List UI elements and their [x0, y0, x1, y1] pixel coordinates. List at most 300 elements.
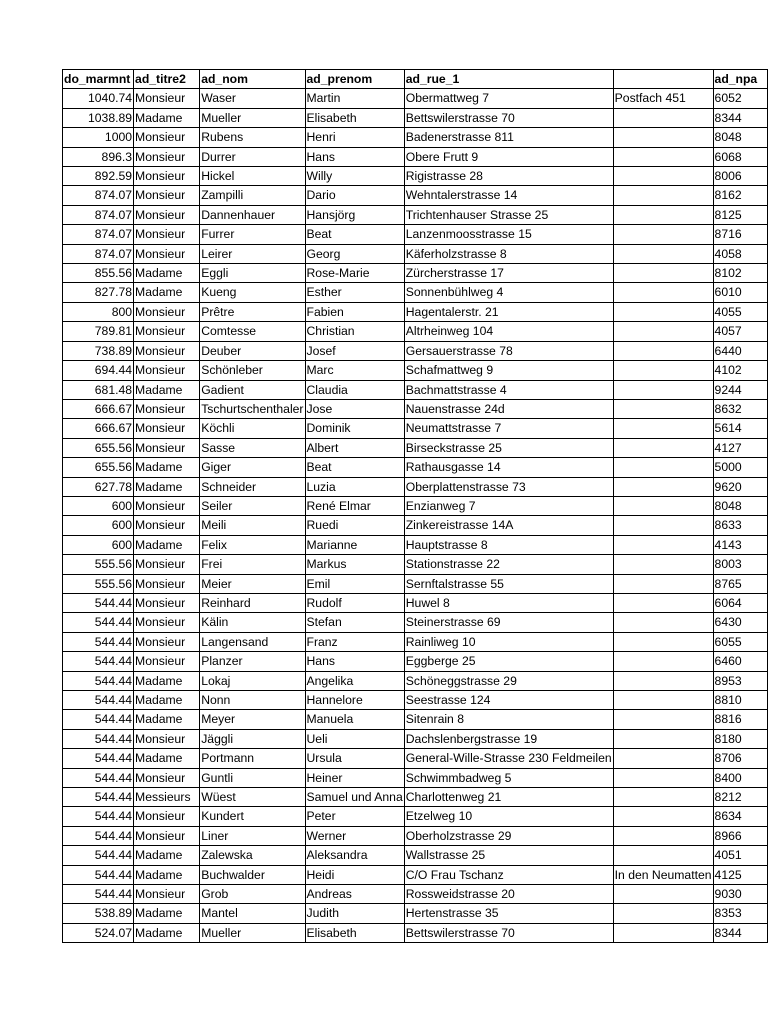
- table-row: [63, 225, 768, 244]
- amount-cell: 800: [63, 302, 134, 321]
- postcode-cell: 6055: [713, 632, 767, 651]
- street-cell: Charlottenweg 21: [404, 788, 613, 807]
- street-cell: Wehntalerstrasse 14: [404, 186, 613, 205]
- street-cell: Huwel 8: [404, 593, 613, 612]
- table-row: [63, 555, 768, 574]
- amount-cell: 544.44: [63, 749, 134, 768]
- street2-cell: [613, 167, 713, 186]
- amount-cell: 544.44: [63, 691, 134, 710]
- table-row: [63, 380, 768, 399]
- firstname-cell: Marc: [305, 361, 404, 380]
- surname-cell: Seiler: [200, 496, 305, 515]
- street2-cell: [613, 846, 713, 865]
- table-row: [63, 593, 768, 612]
- street-cell: Neumattstrasse 7: [404, 419, 613, 438]
- firstname-cell: Dominik: [305, 419, 404, 438]
- street2-cell: [613, 205, 713, 224]
- postcode-cell: 8632: [713, 399, 767, 418]
- street2-cell: [613, 419, 713, 438]
- amount-cell: 874.07: [63, 205, 134, 224]
- table-row: [63, 496, 768, 515]
- amount-cell: 544.44: [63, 846, 134, 865]
- amount-cell: 544.44: [63, 652, 134, 671]
- firstname-cell: Ursula: [305, 749, 404, 768]
- title-cell: Monsieur: [134, 516, 200, 535]
- postcode-cell: 8816: [713, 710, 767, 729]
- title-cell: Monsieur: [134, 807, 200, 826]
- firstname-cell: Georg: [305, 244, 404, 263]
- amount-cell: 666.67: [63, 419, 134, 438]
- amount-cell: 892.59: [63, 167, 134, 186]
- title-header: ad_titre2: [134, 70, 200, 89]
- surname-cell: Rubens: [200, 128, 305, 147]
- surname-cell: Wüest: [200, 788, 305, 807]
- surname-cell: Dannenhauer: [200, 205, 305, 224]
- title-cell: Monsieur: [134, 632, 200, 651]
- table-row: [63, 613, 768, 632]
- table-row: [63, 923, 768, 942]
- title-cell: Messieurs: [134, 788, 200, 807]
- amount-cell: 544.44: [63, 632, 134, 651]
- postcode-cell: 8180: [713, 729, 767, 748]
- amount-cell: 544.44: [63, 865, 134, 884]
- postcode-cell: 8400: [713, 768, 767, 787]
- street-cell: Nauenstrasse 24d: [404, 399, 613, 418]
- title-cell: Monsieur: [134, 419, 200, 438]
- street2-cell: [613, 458, 713, 477]
- firstname-cell: Marianne: [305, 535, 404, 554]
- amount-cell: 874.07: [63, 225, 134, 244]
- title-cell: Monsieur: [134, 167, 200, 186]
- amount-cell: 600: [63, 516, 134, 535]
- street-cell: General-Wille-Strasse 230 Feldmeilen: [404, 749, 613, 768]
- firstname-cell: Dario: [305, 186, 404, 205]
- street-cell: Käferholzstrasse 8: [404, 244, 613, 263]
- street-cell: Enzianweg 7: [404, 496, 613, 515]
- postcode-cell: 8344: [713, 923, 767, 942]
- street2-cell: [613, 438, 713, 457]
- title-cell: Monsieur: [134, 89, 200, 108]
- firstname-cell: Ruedi: [305, 516, 404, 535]
- street2-cell: [613, 768, 713, 787]
- postcode-cell: 6430: [713, 613, 767, 632]
- table-row: [63, 749, 768, 768]
- amount-cell: 655.56: [63, 438, 134, 457]
- title-cell: Monsieur: [134, 302, 200, 321]
- title-cell: Madame: [134, 458, 200, 477]
- title-cell: Monsieur: [134, 438, 200, 457]
- table-row: [63, 264, 768, 283]
- street2-cell: [613, 380, 713, 399]
- table-row: [63, 283, 768, 302]
- amount-cell: 1000: [63, 128, 134, 147]
- street-cell: Bachmattstrasse 4: [404, 380, 613, 399]
- amount-cell: 544.44: [63, 788, 134, 807]
- title-cell: Monsieur: [134, 186, 200, 205]
- firstname-cell: Werner: [305, 826, 404, 845]
- street2-cell: [613, 729, 713, 748]
- title-cell: Monsieur: [134, 244, 200, 263]
- table-row: [63, 477, 768, 496]
- street2-cell: [613, 632, 713, 651]
- amount-cell: 555.56: [63, 574, 134, 593]
- postcode-cell: 6064: [713, 593, 767, 612]
- postcode-cell: 8344: [713, 108, 767, 127]
- amount-cell: 694.44: [63, 361, 134, 380]
- surname-cell: Portmann: [200, 749, 305, 768]
- firstname-cell: Markus: [305, 555, 404, 574]
- postcode-cell: 8006: [713, 167, 767, 186]
- street-cell: Hagentalerstr. 21: [404, 302, 613, 321]
- table-row: [63, 788, 768, 807]
- street2-cell: [613, 341, 713, 360]
- table-row: [63, 419, 768, 438]
- postcode-cell: 8810: [713, 691, 767, 710]
- table-row: [63, 244, 768, 263]
- street-cell: Schafmattweg 9: [404, 361, 613, 380]
- surname-cell: Eggli: [200, 264, 305, 283]
- surname-cell: Buchwalder: [200, 865, 305, 884]
- firstname-cell: Jose: [305, 399, 404, 418]
- surname-cell: Mueller: [200, 108, 305, 127]
- firstname-cell: Samuel und Anna: [305, 788, 404, 807]
- surname-cell: Waser: [200, 89, 305, 108]
- street2-cell: [613, 108, 713, 127]
- title-cell: Madame: [134, 865, 200, 884]
- amount-cell: 655.56: [63, 458, 134, 477]
- title-cell: Monsieur: [134, 652, 200, 671]
- firstname-cell: Albert: [305, 438, 404, 457]
- table-row: [63, 167, 768, 186]
- firstname-cell: Elisabeth: [305, 923, 404, 942]
- postcode-cell: 4055: [713, 302, 767, 321]
- street-cell: Obere Frutt 9: [404, 147, 613, 166]
- street2-cell: [613, 555, 713, 574]
- postcode-cell: 8212: [713, 788, 767, 807]
- firstname-cell: Peter: [305, 807, 404, 826]
- firstname-cell: Hansjörg: [305, 205, 404, 224]
- street2-cell: [613, 264, 713, 283]
- title-cell: Madame: [134, 108, 200, 127]
- street-cell: Bettswilerstrasse 70: [404, 923, 613, 942]
- surname-cell: Liner: [200, 826, 305, 845]
- street-cell: Trichtenhauser Strasse 25: [404, 205, 613, 224]
- postcode-cell: 4058: [713, 244, 767, 263]
- surname-cell: Grob: [200, 885, 305, 904]
- street-cell: Rossweidstrasse 20: [404, 885, 613, 904]
- postcode-cell: 4125: [713, 865, 767, 884]
- firstname-cell: Hans: [305, 652, 404, 671]
- street2-cell: Postfach 451: [613, 89, 713, 108]
- firstname-cell: Rudolf: [305, 593, 404, 612]
- street2-cell: [613, 613, 713, 632]
- surname-cell: Zampilli: [200, 186, 305, 205]
- firstname-cell: Josef: [305, 341, 404, 360]
- street2-cell: [613, 128, 713, 147]
- title-cell: Monsieur: [134, 147, 200, 166]
- table-row: [63, 729, 768, 748]
- title-cell: Monsieur: [134, 555, 200, 574]
- street2-cell: [613, 516, 713, 535]
- table-row: [63, 516, 768, 535]
- street2-cell: [613, 671, 713, 690]
- amount-cell: 874.07: [63, 186, 134, 205]
- amount-cell: 827.78: [63, 283, 134, 302]
- street-cell: Sernftalstrasse 55: [404, 574, 613, 593]
- table-row: [63, 671, 768, 690]
- table-row: [63, 89, 768, 108]
- title-cell: Monsieur: [134, 496, 200, 515]
- street-cell: Zinkereistrasse 14A: [404, 516, 613, 535]
- street-cell: Stationstrasse 22: [404, 555, 613, 574]
- street2-cell: [613, 691, 713, 710]
- title-cell: Madame: [134, 923, 200, 942]
- postcode-cell: 8953: [713, 671, 767, 690]
- street-cell: Etzelweg 10: [404, 807, 613, 826]
- street2-cell: [613, 496, 713, 515]
- amount-header: do_marmnt: [63, 70, 134, 89]
- postcode-cell: 5614: [713, 419, 767, 438]
- table-row: [63, 632, 768, 651]
- surname-cell: Sasse: [200, 438, 305, 457]
- street2-cell: [613, 399, 713, 418]
- amount-cell: 896.3: [63, 147, 134, 166]
- street-cell: Steinerstrasse 69: [404, 613, 613, 632]
- table-row: [63, 302, 768, 321]
- street-cell: Obermattweg 7: [404, 89, 613, 108]
- firstname-cell: Andreas: [305, 885, 404, 904]
- surname-cell: Meyer: [200, 710, 305, 729]
- title-cell: Madame: [134, 904, 200, 923]
- table-row: [63, 904, 768, 923]
- firstname-cell: Stefan: [305, 613, 404, 632]
- surname-cell: Prêtre: [200, 302, 305, 321]
- title-cell: Monsieur: [134, 341, 200, 360]
- title-cell: Madame: [134, 535, 200, 554]
- firstname-cell: Esther: [305, 283, 404, 302]
- amount-cell: 544.44: [63, 807, 134, 826]
- street2-cell: [613, 244, 713, 263]
- firstname-cell: Claudia: [305, 380, 404, 399]
- street2-cell: [613, 322, 713, 341]
- postcode-cell: 8633: [713, 516, 767, 535]
- table-row: [63, 322, 768, 341]
- table-row: [63, 826, 768, 845]
- table-row: [63, 108, 768, 127]
- street-cell: Altrheinweg 104: [404, 322, 613, 341]
- firstname-cell: Heiner: [305, 768, 404, 787]
- postcode-cell: 6068: [713, 147, 767, 166]
- title-cell: Monsieur: [134, 729, 200, 748]
- table-row: [63, 885, 768, 904]
- postcode-cell: 6460: [713, 652, 767, 671]
- title-cell: Madame: [134, 380, 200, 399]
- header-row: [63, 70, 768, 89]
- postcode-cell: 8634: [713, 807, 767, 826]
- firstname-header: ad_prenom: [305, 70, 404, 89]
- street-cell: Hauptstrasse 8: [404, 535, 613, 554]
- amount-cell: 555.56: [63, 555, 134, 574]
- postcode-cell: 4127: [713, 438, 767, 457]
- amount-cell: 544.44: [63, 671, 134, 690]
- surname-cell: Reinhard: [200, 593, 305, 612]
- surname-cell: Nonn: [200, 691, 305, 710]
- surname-cell: Leirer: [200, 244, 305, 263]
- surname-cell: Deuber: [200, 341, 305, 360]
- firstname-cell: Hans: [305, 147, 404, 166]
- surname-cell: Jäggli: [200, 729, 305, 748]
- title-cell: Monsieur: [134, 613, 200, 632]
- street-cell: Birseckstrasse 25: [404, 438, 613, 457]
- surname-cell: Zalewska: [200, 846, 305, 865]
- surname-cell: Mantel: [200, 904, 305, 923]
- title-cell: Monsieur: [134, 225, 200, 244]
- street-cell: Eggberge 25: [404, 652, 613, 671]
- surname-cell: Planzer: [200, 652, 305, 671]
- table-row: [63, 652, 768, 671]
- street-cell: Dachslenbergstrasse 19: [404, 729, 613, 748]
- street2-cell: [613, 535, 713, 554]
- table-row: [63, 341, 768, 360]
- title-cell: Madame: [134, 477, 200, 496]
- postcode-cell: 8102: [713, 264, 767, 283]
- table-body: [63, 89, 768, 943]
- table-row: [63, 710, 768, 729]
- street-cell: Sonnenbühlweg 4: [404, 283, 613, 302]
- amount-cell: 544.44: [63, 826, 134, 845]
- table-row: [63, 458, 768, 477]
- table-row: [63, 691, 768, 710]
- table-row: [63, 205, 768, 224]
- surname-cell: Durrer: [200, 147, 305, 166]
- street2-cell: [613, 147, 713, 166]
- surname-header: ad_nom: [200, 70, 305, 89]
- surname-cell: Lokaj: [200, 671, 305, 690]
- surname-cell: Meier: [200, 574, 305, 593]
- street2-cell: [613, 904, 713, 923]
- street-cell: Gersauerstrasse 78: [404, 341, 613, 360]
- amount-cell: 789.81: [63, 322, 134, 341]
- postcode-cell: 9244: [713, 380, 767, 399]
- table-row: [63, 128, 768, 147]
- amount-cell: 524.07: [63, 923, 134, 942]
- postcode-cell: 8125: [713, 205, 767, 224]
- firstname-cell: Fabien: [305, 302, 404, 321]
- firstname-cell: Henri: [305, 128, 404, 147]
- street-cell: Badenerstrasse 811: [404, 128, 613, 147]
- firstname-cell: Angelika: [305, 671, 404, 690]
- street-cell: Rathausgasse 14: [404, 458, 613, 477]
- firstname-cell: Manuela: [305, 710, 404, 729]
- firstname-cell: Martin: [305, 89, 404, 108]
- street2-header: [613, 70, 713, 89]
- table-row: [63, 846, 768, 865]
- surname-cell: Gadient: [200, 380, 305, 399]
- title-cell: Monsieur: [134, 128, 200, 147]
- postcode-cell: 8003: [713, 555, 767, 574]
- postcode-cell: 8716: [713, 225, 767, 244]
- street2-cell: [613, 710, 713, 729]
- amount-cell: 1038.89: [63, 108, 134, 127]
- street-cell: Hertenstrasse 35: [404, 904, 613, 923]
- postcode-cell: 6440: [713, 341, 767, 360]
- amount-cell: 874.07: [63, 244, 134, 263]
- spreadsheet-table: [62, 69, 768, 943]
- street-header: ad_rue_1: [404, 70, 613, 89]
- postcode-header: ad_npa: [713, 70, 767, 89]
- firstname-cell: Beat: [305, 458, 404, 477]
- postcode-cell: 8162: [713, 186, 767, 205]
- street-cell: Lanzenmoosstrasse 15: [404, 225, 613, 244]
- amount-cell: 544.44: [63, 613, 134, 632]
- surname-cell: Hickel: [200, 167, 305, 186]
- postcode-cell: 5000: [713, 458, 767, 477]
- amount-cell: 855.56: [63, 264, 134, 283]
- street2-cell: [613, 593, 713, 612]
- amount-cell: 538.89: [63, 904, 134, 923]
- surname-cell: Langensand: [200, 632, 305, 651]
- surname-cell: Mueller: [200, 923, 305, 942]
- postcode-cell: 8706: [713, 749, 767, 768]
- firstname-cell: Heidi: [305, 865, 404, 884]
- title-cell: Monsieur: [134, 205, 200, 224]
- amount-cell: 544.44: [63, 729, 134, 748]
- street-cell: C/O Frau Tschanz: [404, 865, 613, 884]
- surname-cell: Giger: [200, 458, 305, 477]
- street-cell: Rainliweg 10: [404, 632, 613, 651]
- street2-cell: [613, 302, 713, 321]
- postcode-cell: 9620: [713, 477, 767, 496]
- amount-cell: 600: [63, 535, 134, 554]
- table-row: [63, 768, 768, 787]
- firstname-cell: Willy: [305, 167, 404, 186]
- street2-cell: [613, 477, 713, 496]
- street-cell: Rigistrasse 28: [404, 167, 613, 186]
- amount-cell: 544.44: [63, 768, 134, 787]
- firstname-cell: Christian: [305, 322, 404, 341]
- firstname-cell: Emil: [305, 574, 404, 593]
- title-cell: Monsieur: [134, 593, 200, 612]
- street2-cell: In den Neumatten: [613, 865, 713, 884]
- postcode-cell: 8765: [713, 574, 767, 593]
- firstname-cell: Elisabeth: [305, 108, 404, 127]
- street2-cell: [613, 574, 713, 593]
- surname-cell: Schneider: [200, 477, 305, 496]
- table-row: [63, 574, 768, 593]
- surname-cell: Meili: [200, 516, 305, 535]
- street2-cell: [613, 807, 713, 826]
- firstname-cell: Aleksandra: [305, 846, 404, 865]
- street-cell: Sitenrain 8: [404, 710, 613, 729]
- amount-cell: 738.89: [63, 341, 134, 360]
- postcode-cell: 4051: [713, 846, 767, 865]
- title-cell: Madame: [134, 710, 200, 729]
- street2-cell: [613, 923, 713, 942]
- amount-cell: 544.44: [63, 593, 134, 612]
- table-row: [63, 438, 768, 457]
- title-cell: Madame: [134, 264, 200, 283]
- postcode-cell: 8966: [713, 826, 767, 845]
- surname-cell: Frei: [200, 555, 305, 574]
- table-row: [63, 186, 768, 205]
- amount-cell: 1040.74: [63, 89, 134, 108]
- surname-cell: Felix: [200, 535, 305, 554]
- surname-cell: Schönleber: [200, 361, 305, 380]
- surname-cell: Kueng: [200, 283, 305, 302]
- street2-cell: [613, 826, 713, 845]
- street-cell: Schwimmbadweg 5: [404, 768, 613, 787]
- surname-cell: Kundert: [200, 807, 305, 826]
